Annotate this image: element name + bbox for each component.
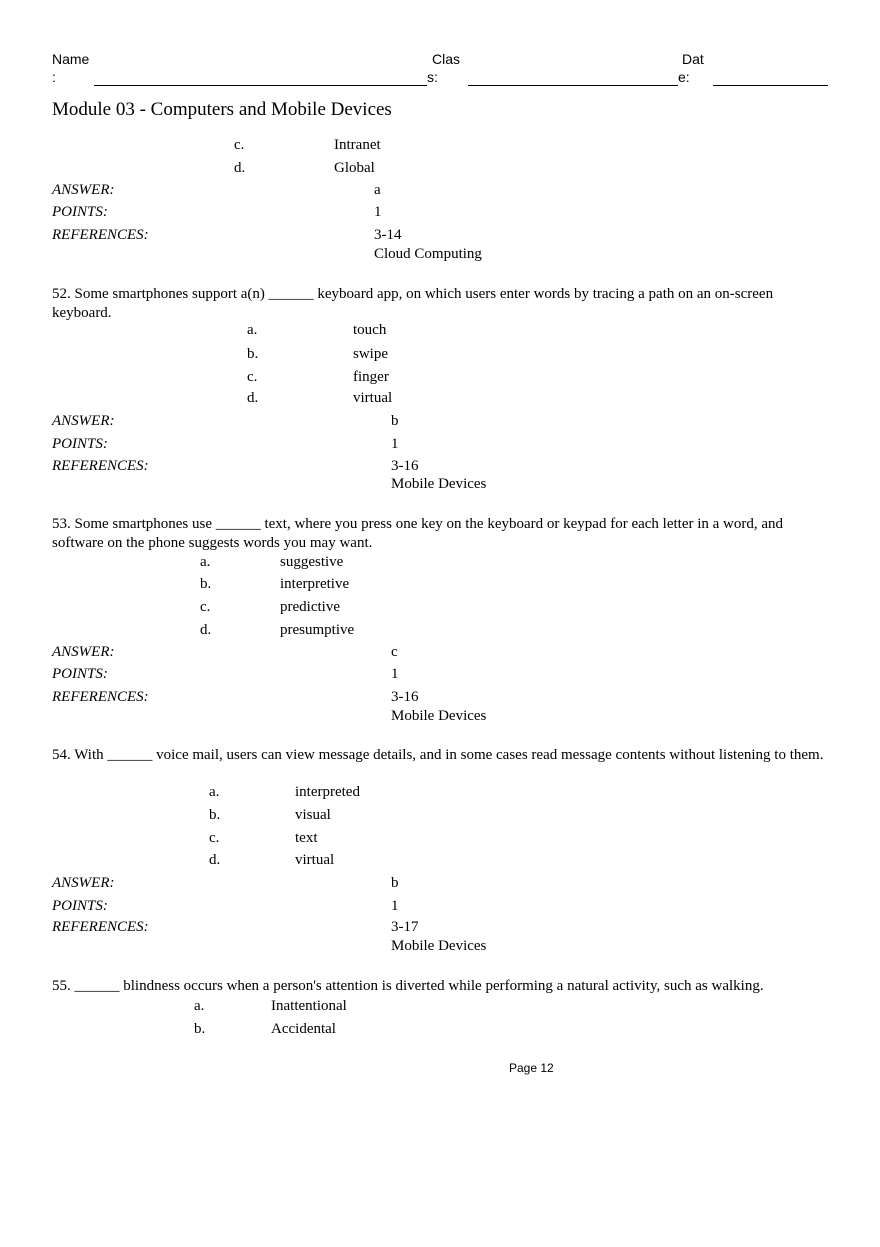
references-label: REFERENCES:	[52, 689, 149, 705]
option-letter: c.	[209, 830, 220, 846]
question-stem: 52. Some smartphones support a(n) ______ keyboard app, on which users enter words by tracing a path on an on-screen keyboard.	[52, 286, 774, 321]
references-label: REFERENCES:	[52, 227, 149, 243]
module-title: Module 03 - Computers and Mobile Devices	[52, 99, 392, 120]
option-letter: d.	[200, 622, 212, 638]
option-letter: a.	[194, 998, 205, 1014]
name-field-line[interactable]	[94, 85, 427, 86]
reference-page: 3-16	[391, 458, 419, 474]
option-letter: d.	[209, 852, 221, 868]
date-label-suffix: e:	[678, 69, 690, 85]
answer-value: a	[374, 182, 381, 198]
option-letter: b.	[200, 576, 212, 592]
answer-value: c	[391, 644, 398, 660]
option-letter: b.	[247, 346, 259, 362]
option-letter: a.	[209, 784, 220, 800]
option-text: Inattentional	[271, 998, 347, 1014]
date-label: Dat	[682, 51, 704, 67]
class-label: Clas	[432, 51, 461, 67]
option-text: swipe	[353, 346, 388, 362]
option-text: interpretive	[280, 576, 350, 592]
points-label: POINTS:	[52, 666, 108, 682]
points-label: POINTS:	[52, 204, 108, 220]
option-text: Global	[334, 160, 375, 176]
option-text: predictive	[280, 599, 340, 615]
class-field-line[interactable]	[468, 85, 678, 86]
answer-label: ANSWER:	[52, 182, 115, 198]
option-letter: d.	[234, 160, 246, 176]
option-text: presumptive	[280, 622, 355, 638]
option-text: suggestive	[280, 554, 344, 570]
answer-value: b	[391, 413, 399, 429]
page-number: Page 12	[509, 1061, 554, 1075]
date-field-line[interactable]	[713, 85, 828, 86]
option-text: Accidental	[271, 1021, 336, 1037]
option-letter: a.	[200, 554, 211, 570]
option-letter: b.	[209, 807, 221, 823]
class-label-suffix: s:	[427, 69, 438, 85]
option-letter: a.	[247, 322, 258, 338]
option-letter: c.	[200, 599, 211, 615]
points-label: POINTS:	[52, 898, 108, 914]
reference-page: 3-17	[391, 919, 419, 935]
option-text: touch	[353, 322, 387, 338]
option-text: virtual	[353, 390, 393, 406]
option-text: visual	[295, 807, 331, 823]
points-value: 1	[391, 666, 399, 682]
answer-label: ANSWER:	[52, 413, 115, 429]
name-label: Name	[52, 51, 90, 67]
reference-topic: Mobile Devices	[391, 476, 487, 492]
reference-page: 3-14	[374, 227, 402, 243]
points-value: 1	[391, 436, 399, 452]
points-value: 1	[391, 898, 399, 914]
answer-label: ANSWER:	[52, 644, 115, 660]
reference-topic: Mobile Devices	[391, 708, 487, 724]
points-value: 1	[374, 204, 382, 220]
question-stem: 55. ______ blindness occurs when a person's attention is diverted while performing a natural activity, such as walking.	[52, 978, 764, 994]
points-label: POINTS:	[52, 436, 108, 452]
option-text: finger	[353, 369, 389, 385]
name-label-colon: :	[52, 69, 56, 85]
option-text: interpreted	[295, 784, 360, 800]
option-letter: c.	[234, 137, 245, 153]
reference-page: 3-16	[391, 689, 419, 705]
reference-topic: Cloud Computing	[374, 246, 482, 262]
answer-label: ANSWER:	[52, 875, 115, 891]
question-stem: 53. Some smartphones use ______ text, where you press one key on the keyboard or keypad for each letter in a word, and software on the phone suggests words you may want.	[52, 516, 784, 551]
option-text: Intranet	[334, 137, 381, 153]
option-text: text	[295, 830, 318, 846]
option-letter: b.	[194, 1021, 206, 1037]
references-label: REFERENCES:	[52, 919, 149, 935]
reference-topic: Mobile Devices	[391, 938, 487, 954]
answer-value: b	[391, 875, 399, 891]
option-text: virtual	[295, 852, 335, 868]
option-letter: c.	[247, 369, 258, 385]
option-letter: d.	[247, 390, 259, 406]
references-label: REFERENCES:	[52, 458, 149, 474]
question-stem: 54. With ______ voice mail, users can view message details, and in some cases read message contents without listening to them.	[52, 747, 824, 763]
